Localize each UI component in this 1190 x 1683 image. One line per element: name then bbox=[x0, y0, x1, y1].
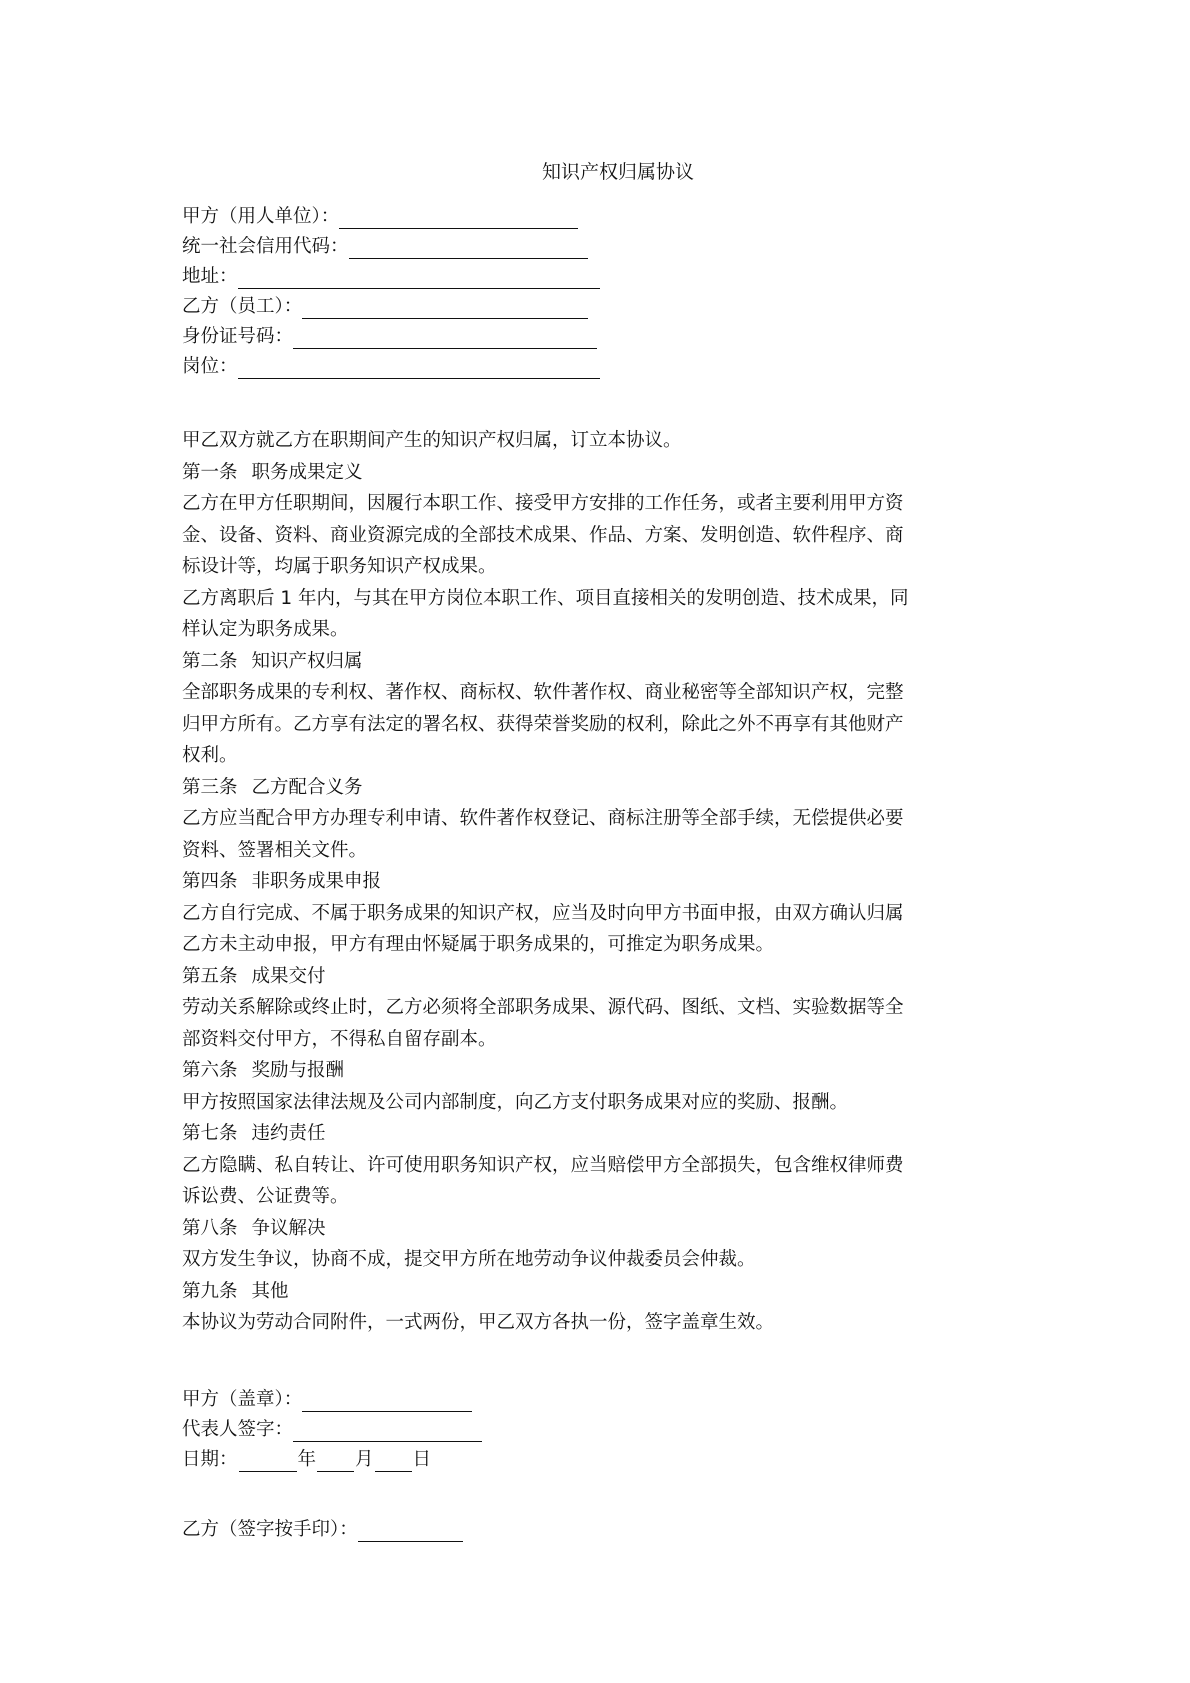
document-title: 知识产权归属协议 bbox=[541, 161, 694, 183]
party-b-sign-blank[interactable] bbox=[358, 1522, 463, 1542]
article-1-line: 乙方离职后 1 年内，与其在甲方岗位本职工作、项目直接相关的发明创造、技术成果，同 bbox=[182, 587, 909, 609]
party-b-sign-row bbox=[182, 1518, 463, 1542]
field-party-a bbox=[182, 205, 578, 229]
article-6-heading: 第六条 奖励与报酬 bbox=[182, 1060, 345, 1081]
article-7-heading: 第七条 违约责任 bbox=[182, 1123, 326, 1144]
intro-text: 甲乙双方就乙方在职期间产生的知识产权归属，订立本协议。 bbox=[182, 430, 682, 451]
article-9-heading: 第九条 其他 bbox=[182, 1280, 289, 1302]
id-number-blank[interactable] bbox=[293, 329, 597, 349]
date-label: 日期： bbox=[182, 1449, 238, 1470]
field-label: 岗位： bbox=[182, 356, 238, 377]
article-7-line: 诉讼费、公证费等。 bbox=[182, 1186, 349, 1207]
article-1-line: 样认定为职务成果。 bbox=[182, 619, 349, 640]
article-5-line: 劳动关系解除或终止时，乙方必须将全部职务成果、源代码、图纸、文档、实验数据等全 bbox=[182, 997, 904, 1018]
representative-row bbox=[182, 1418, 482, 1442]
field-label: 甲方（用人单位）： bbox=[182, 206, 340, 227]
article-3-line: 乙方应当配合甲方办理专利申请、软件著作权登记、商标注册等全部手续，无偿提供必要 bbox=[182, 808, 904, 829]
article-8-heading: 第八条 争议解决 bbox=[182, 1217, 326, 1239]
field-label: 身份证号码： bbox=[182, 326, 294, 347]
article-9-line: 本协议为劳动合同附件，一式两份，甲乙双方各执一份，签字盖章生效。 bbox=[182, 1312, 775, 1333]
position-blank[interactable] bbox=[238, 359, 600, 379]
article-7-line: 乙方隐瞒、私自转让、许可使用职务知识产权，应当赔偿甲方全部损失，包含维权律师费 bbox=[182, 1154, 904, 1176]
article-6-line: 甲方按照国家法律法规及公司内部制度，向乙方支付职务成果对应的奖励、报酬。 bbox=[182, 1091, 849, 1113]
representative-label: 代表人签字： bbox=[182, 1419, 294, 1440]
month-label: 月 bbox=[355, 1449, 374, 1470]
party-a-seal-blank[interactable] bbox=[302, 1392, 472, 1412]
article-5-line: 部资料交付甲方，不得私自留存副本。 bbox=[182, 1028, 497, 1050]
agreement-body bbox=[182, 425, 1020, 1339]
field-id-number bbox=[182, 325, 597, 349]
article-5-heading: 第五条 成果交付 bbox=[182, 965, 326, 987]
article-3-line: 资料、签署相关文件。 bbox=[182, 839, 368, 861]
article-1-line: 乙方在甲方任职期间，因履行本职工作、接受甲方安排的工作任务，或者主要利用甲方资 bbox=[182, 493, 904, 514]
field-party-b bbox=[182, 295, 588, 319]
article-2-line: 权利。 bbox=[182, 745, 238, 766]
article-2-line: 全部职务成果的专利权、著作权、商标权、软件著作权、商业秘密等全部知识产权，完整 bbox=[182, 682, 904, 703]
article-1-line: 标设计等，均属于职务知识产权成果。 bbox=[182, 556, 497, 577]
article-4-line: 乙方自行完成、不属于职务成果的知识产权，应当及时向甲方书面申报，由双方确认归属 bbox=[182, 902, 904, 924]
party-b-blank[interactable] bbox=[302, 299, 588, 319]
article-2-heading: 第二条 知识产权归属 bbox=[182, 650, 363, 672]
article-2-line: 归甲方所有。乙方享有法定的署名权、获得荣誉奖励的权利，除此之外不再享有其他财产 bbox=[182, 713, 904, 735]
field-label: 统一社会信用代码： bbox=[182, 236, 349, 257]
party-a-blank[interactable] bbox=[339, 209, 578, 229]
month-blank[interactable] bbox=[317, 1452, 354, 1472]
party-a-seal-row bbox=[182, 1388, 472, 1412]
article-8-line: 双方发生争议，协商不成，提交甲方所在地劳动争议仲裁委员会仲裁。 bbox=[182, 1249, 756, 1270]
article-4-line: 乙方未主动申报，甲方有理由怀疑属于职务成果的，可推定为职务成果。 bbox=[182, 934, 775, 955]
field-label: 地址： bbox=[182, 266, 238, 287]
day-label: 日 bbox=[412, 1449, 432, 1470]
party-b-sign-label: 乙方（签字按手印）： bbox=[182, 1519, 358, 1540]
field-position bbox=[182, 355, 600, 379]
field-label: 乙方（员工）： bbox=[182, 296, 303, 317]
day-blank[interactable] bbox=[375, 1452, 412, 1472]
article-3-heading: 第三条 乙方配合义务 bbox=[182, 776, 363, 798]
year-blank[interactable] bbox=[239, 1452, 297, 1472]
credit-code-blank[interactable] bbox=[349, 239, 588, 259]
date-row bbox=[182, 1448, 431, 1472]
field-address bbox=[182, 265, 600, 289]
representative-blank[interactable] bbox=[293, 1422, 482, 1442]
article-1-heading: 第一条 职务成果定义 bbox=[182, 461, 363, 483]
article-4-heading: 第四条 非职务成果申报 bbox=[182, 871, 382, 892]
article-1-line: 金、设备、资料、商业资源完成的全部技术成果、作品、方案、发明创造、软件程序、商 bbox=[182, 524, 904, 546]
field-credit-code bbox=[182, 235, 588, 259]
party-a-seal-label: 甲方（盖章）： bbox=[182, 1389, 303, 1410]
year-label: 年 bbox=[297, 1449, 317, 1470]
address-blank[interactable] bbox=[238, 269, 600, 289]
